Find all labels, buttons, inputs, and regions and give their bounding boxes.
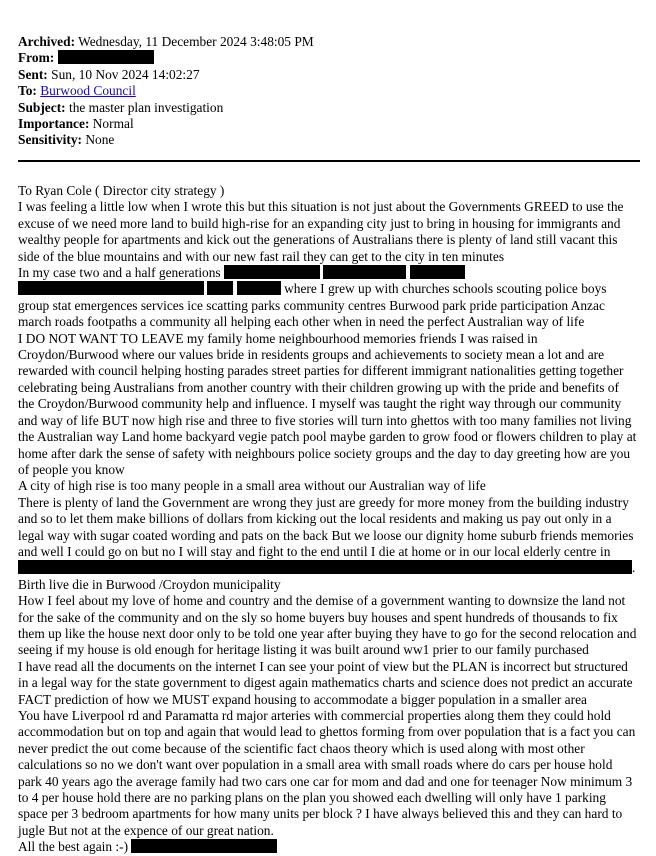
importance-row — [18, 116, 314, 132]
sent-label: Sent: — [18, 66, 48, 82]
from-row — [18, 50, 314, 66]
paragraph-greed: I was feeling a little low when I wrote this but this situation is not just about the Governments GREED to use the excuse of we need more land to build high-rise for an expanding city just to bring in housing for immigrants and wealthy people for apartments and kick out the generations of Australians there is plenty of land still vacant this side of the blue mountains and with our new fast rail they can get to the city in ten minutes — [18, 199, 624, 264]
archived-row — [18, 34, 314, 50]
email-body — [18, 183, 638, 856]
redaction-block — [58, 50, 154, 64]
sensitivity-label: Sensitivity: — [18, 132, 82, 148]
subject-label: Subject: — [18, 99, 66, 115]
generations-text-rest: where I grew up with churches schools scouting police boys group stat emergences services ice scatting parks community centres Burwood park pride participation Anzac march roads footpaths a community all helping each other when in need the perfect Australian way of life — [18, 281, 607, 330]
redaction-block — [207, 281, 233, 295]
redaction-block — [18, 281, 204, 295]
paragraph-documents: I have read all the documents on the internet I can see your point of view but the PLAN is incorrect but structured in a legal way for the state government to digest again mathematics charts and science does not predict an accurate FACT prediction of how we MUST expand housing to accommodate a bigger population in a smaller area — [18, 658, 633, 707]
redaction-block — [224, 265, 320, 279]
archived-label: Archived: — [18, 34, 76, 49]
importance-label: Importance: — [18, 116, 90, 132]
redaction-block — [18, 560, 300, 574]
subject-value: the master plan investigation — [68, 99, 224, 115]
paragraph-generations — [18, 265, 638, 331]
sent-row — [18, 67, 314, 83]
redaction-block — [323, 265, 406, 279]
sign-off-text: All the best again :-) — [18, 839, 129, 855]
sensitivity-row — [18, 132, 314, 148]
paragraph-do-not-leave: I DO NOT WANT TO LEAVE my family home neighbourhood memories friends I was raised in Croydon/Burwood where our values bride in residents groups and achievements to society mean a lot and are rewarded with council helping hosting parades street parties for different immigrant nationalities getting together celebrating being Australians from another country with their children growing up with the pride and benefits of the Croydon/Burwood community help and influence. I myself was taught the right way through our community and way of life BUT now high rise and three to five stories will turn into ghettos with too many families not living the Australian way Land home backyard vegie patch pool maybe garden to grow food or flowers children to play at home after dark the sense of safety with neighbours police society groups and the day to day greeting how are you of people you know — [18, 330, 637, 477]
generations-text-start: In my case two and a half generations — [18, 265, 221, 281]
paragraph-liverpool-rd: You have Liverpool rd and Paramatta rd major arteries with commercial properties along them they could hold accommodation but on top and again that would lead to ghettos forming from over population that is a fact you can never predict the out come because of the scientific fact chaos theory which is used along with most other calculations so no we don't want over population in a small area with small roads where do cars per house hold park 40 years ago the average family had two cars one car for mom and dad and one for teenager Now minimum 3 to 4 per house hold there are no parking plans on the plan you showed each dwelling will only have 1 parking space per 3 bedroom apartments for how many units per block ? I have always believed this and they can hard to jugle But not at the expence of our great nation. — [18, 708, 636, 838]
redaction-block — [237, 281, 281, 295]
subject-row — [18, 100, 314, 116]
paragraph-plenty-of-land — [18, 495, 638, 593]
paragraph-love-of-home: How I feel about my love of home and country and the demise of a government wanting to downsize the land not for the sake of the community and on the sly so home buyers buy houses and spent hundreds of thousands to fix them up like the house next door only to be told one year after buying they have to go for the second relocation and seeing if my house is old enough for heritage listing it was built around ww1 prier to our family purchased — [18, 593, 637, 658]
redaction-block — [131, 839, 277, 853]
to-row — [18, 83, 314, 99]
redaction-block — [300, 560, 632, 574]
salutation: To Ryan Cole ( Director city strategy ) — [18, 183, 225, 198]
to-recipient-link[interactable]: Burwood Council — [40, 83, 136, 99]
redaction-block — [410, 265, 465, 279]
plenty-land-text-end: . Birth live die in Burwood /Croydon municipality — [18, 560, 636, 592]
to-label: To: — [18, 83, 37, 99]
email-header — [18, 34, 314, 149]
plenty-land-text: There is plenty of land the Government are wrong they just are greedy for more money from the building industry and so to let them make billions of dollars from kicking out the local residents and making us pay out only in a legal way with sugar coated wording and pats on the back But we loose our dignity home suburb friends memories and well I could go on but no I will stay and fight to the end until I die at home or in our local elderly centre in — [18, 494, 634, 559]
archived-value: Wednesday, 11 December 2024 3:48:05 PM — [78, 34, 314, 49]
sign-off — [18, 839, 638, 855]
paragraph-high-rise: A city of high rise is too many people in a small area without our Australian way of life — [18, 478, 486, 494]
sensitivity-value: None — [85, 132, 115, 148]
header-divider — [18, 160, 640, 162]
sent-value: Sun, 10 Nov 2024 14:02:27 — [51, 66, 200, 82]
from-label: From: — [18, 50, 55, 66]
importance-value: Normal — [92, 116, 134, 132]
